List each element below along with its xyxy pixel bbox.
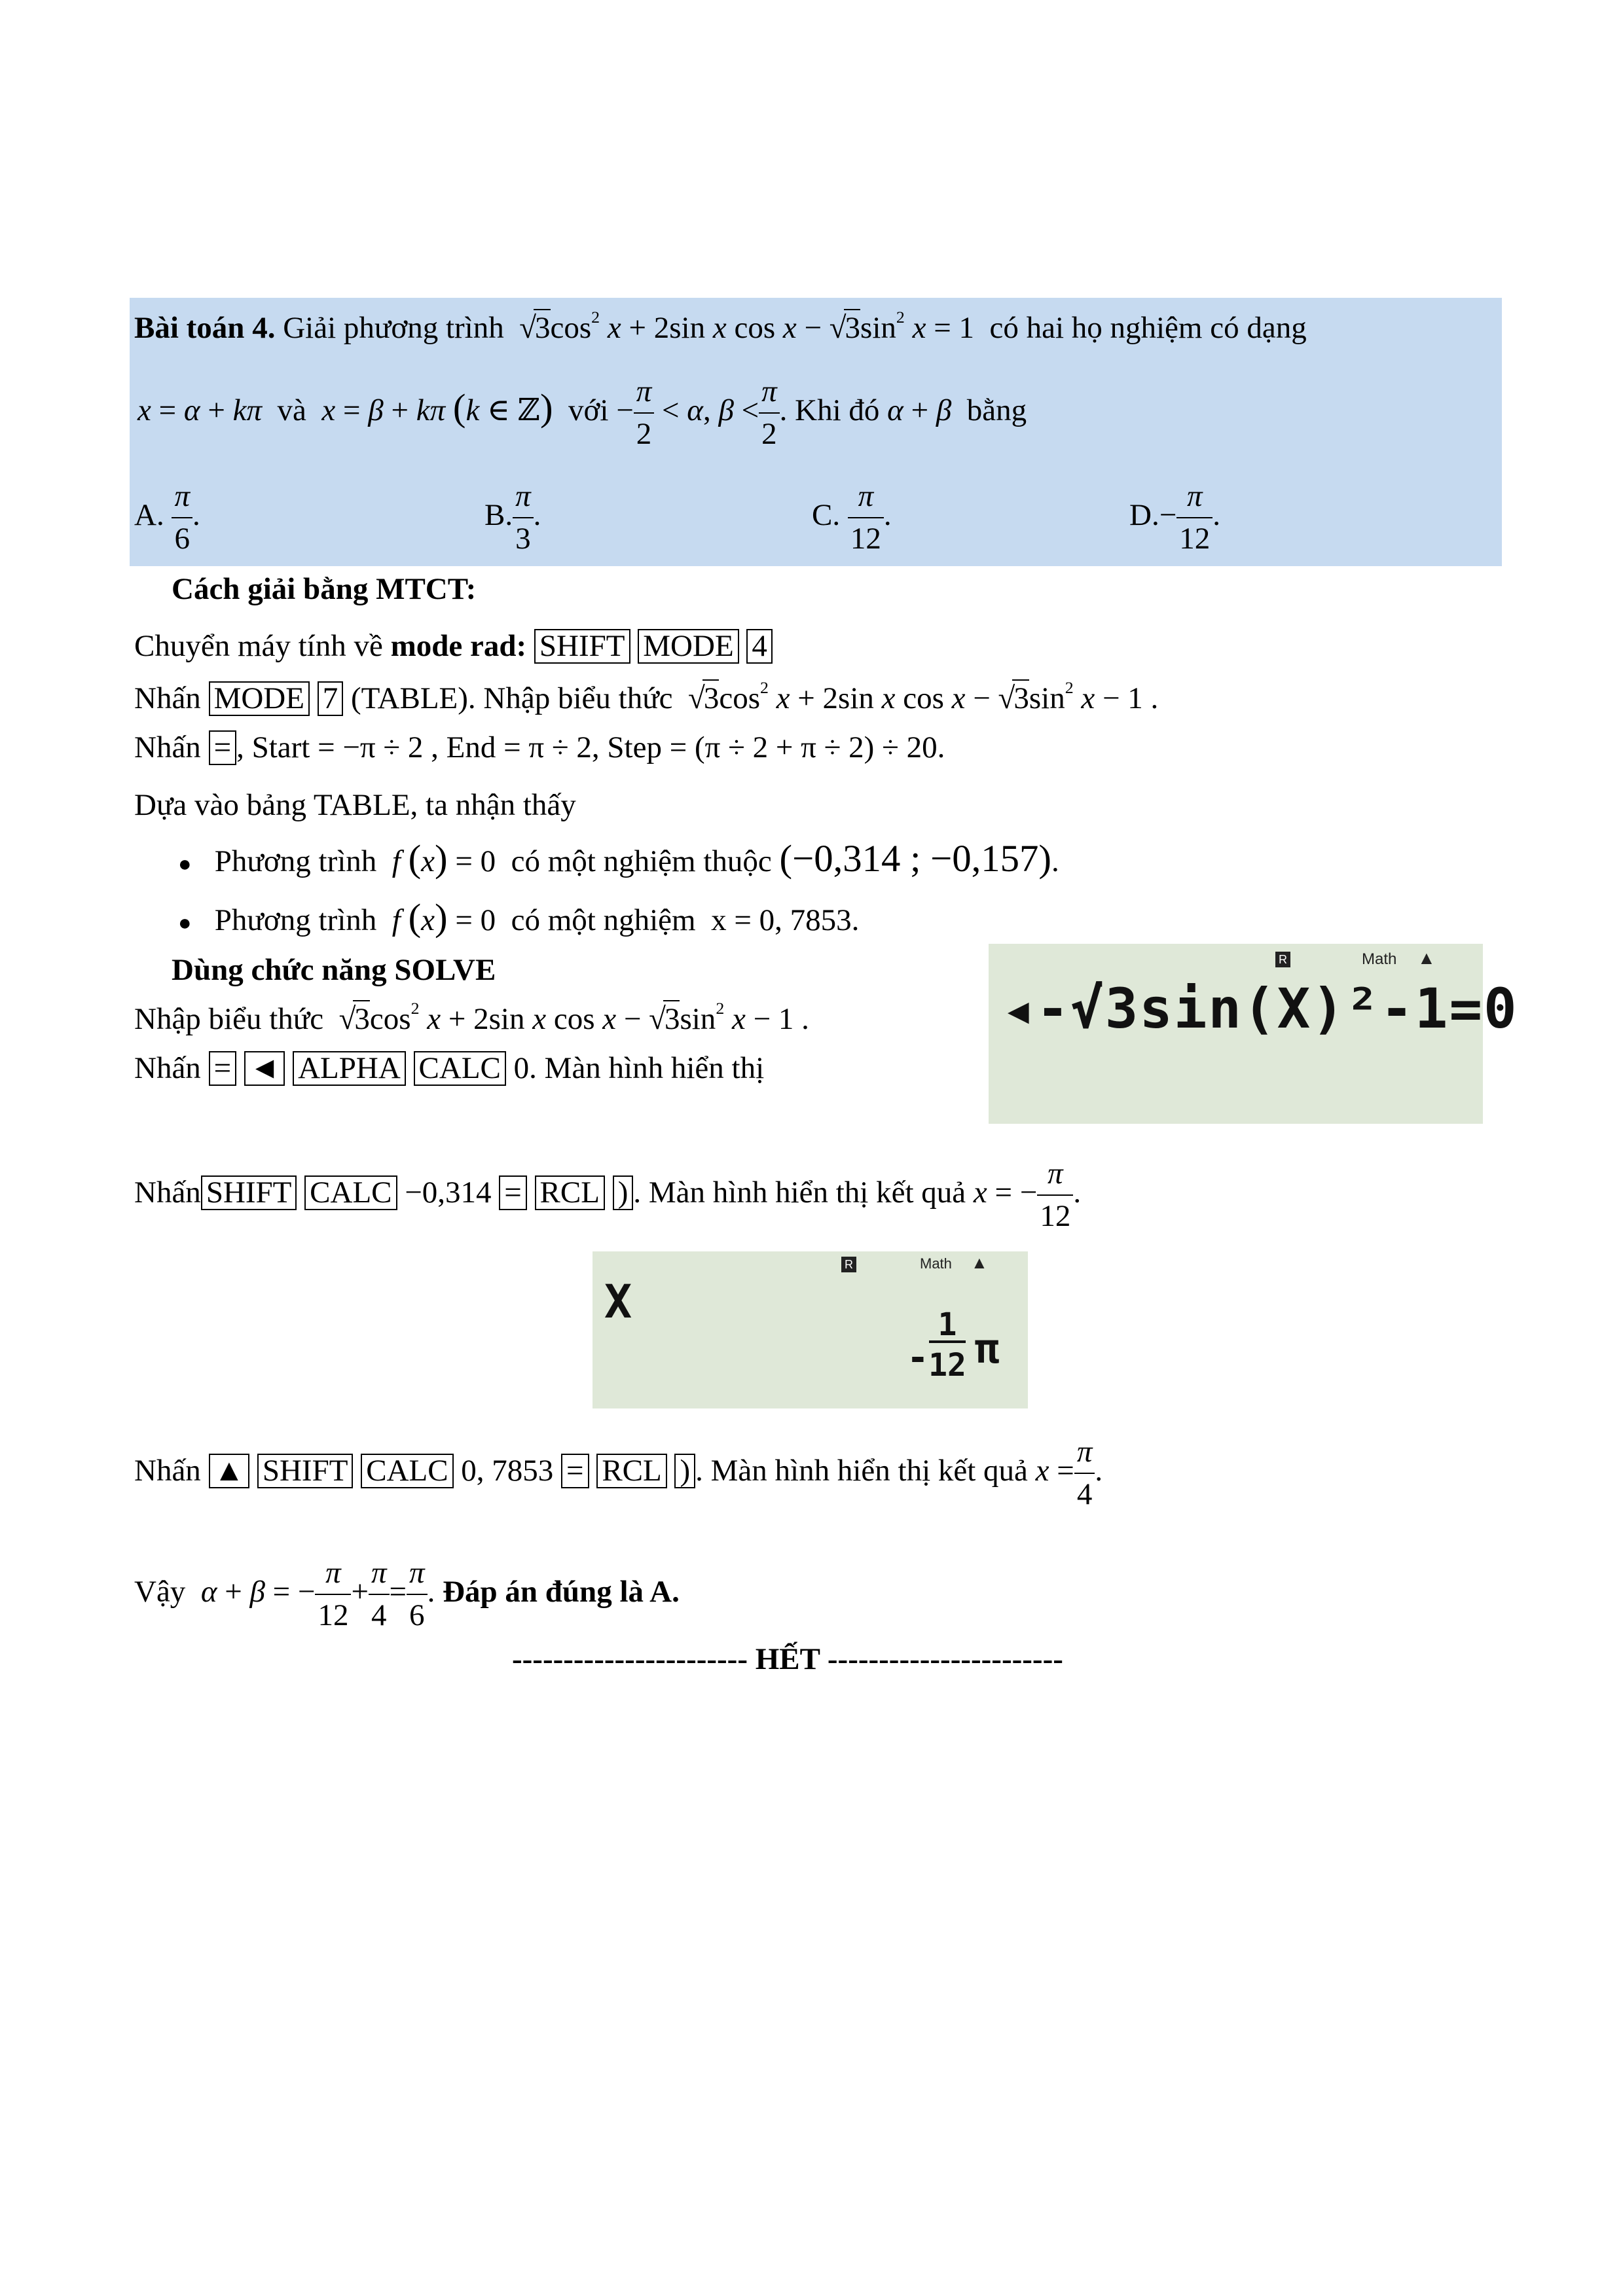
screen-2-pi: π [975, 1325, 1000, 1372]
option-a[interactable]: A. $\frac{\pi}{6}$ . [134, 479, 200, 556]
problem-line1-text: Giải phương trình [283, 311, 504, 345]
equals-text: bằng [966, 393, 1027, 427]
key-close-paren: ) [613, 1175, 634, 1210]
screen-1-display: ◂-√3sin(X)²-1=0 [1002, 977, 1518, 1041]
key-up: ▲ [209, 1454, 250, 1488]
up-arrow-indicator: ▲ [1417, 948, 1436, 968]
table-expression: $√3\cos^2$ x + 2sin x $\cos x - √3\sin^2$ x − 1 . [680, 677, 1159, 715]
step-shift-2: Nhấn ▲ SHIFT CALC 0, 7853 = RCL ) . Màn hình hiển thị kết quả x = $\frac{\pi}{4}$ . [134, 1435, 1103, 1511]
screen-2-denominator: 12 [928, 1347, 966, 1384]
step-rad: Chuyển máy tính về mode rad: SHIFT MODE 4 [134, 628, 773, 664]
problem-line-2: x = α + kπ và x = β + kπ (k ∈ ℤ) với − $\frac{\pi}{2}$ < α, β < $\frac{\pi}{2}$ . Khi đó α + β bằng [137, 374, 1027, 451]
radian-indicator: R [1275, 952, 1290, 967]
then-text: . Khi đó [779, 393, 880, 427]
step-range: Nhấn = , Start = −π ÷ 2 , End = π ÷ 2, Step = (π ÷ 2 + π ÷ 2) ÷ 20. [134, 730, 945, 764]
key-calc: CALC [304, 1175, 397, 1210]
end-line: ----------------------- HẾT ----------------------- [512, 1642, 1063, 1676]
calculator-screen-2 [593, 1251, 1028, 1408]
solve-expression: $√3\cos^2$ x + 2sin x $\cos x - √3\sin^2$ x − 1 . [331, 998, 809, 1036]
key-4: 4 [746, 629, 773, 664]
method-title: Cách giải bằng MTCT: [172, 572, 477, 606]
screen-2-sign: - [907, 1336, 929, 1379]
option-d[interactable]: D.− $\frac{\pi}{12}$ . [1129, 479, 1220, 556]
radian-indicator: R [841, 1257, 856, 1272]
math-indicator: Math [920, 1255, 952, 1272]
calculator-screen-1 [989, 944, 1518, 1124]
conclusion: Vậy α + β = − $\frac{\pi}{12}$ + $\frac{\pi}{4}$ = $\frac{\pi}{6}$ . Đáp án đúng là A. [134, 1556, 680, 1632]
key-shift: SHIFT [201, 1175, 297, 1210]
step-shift-1: Nhấn SHIFT CALC −0,314 = RCL ) . Màn hình hiển thị kết quả x = − $\frac{\pi}{12}$ . [134, 1157, 1082, 1233]
problem-line-1 [134, 309, 1307, 346]
key-shift: SHIFT [257, 1454, 354, 1488]
key-mode: MODE [638, 629, 739, 664]
key-left: ◄ [244, 1051, 285, 1086]
observe-text: Dựa vào bảng TABLE, ta nhận thấy [134, 788, 576, 822]
key-calc: CALC [361, 1454, 453, 1488]
and-text: và [277, 393, 306, 427]
solve-press: Nhấn = ◄ ALPHA CALC 0. Màn hình hiển thị [134, 1051, 765, 1085]
bullet-1: ● Phương trình f (x) = 0 có một nghiệm thuộc (−0,314 ; −0,157). [178, 837, 1059, 880]
solve-enter: Nhập biểu thức $√3\cos^2$ x + 2sin x $\cos x - √3\sin^2$ x − 1 . [134, 998, 809, 1036]
problem-equation: $√3\cos^2$ x + 2sin x $\cos x - √3\sin^2$ x = 1 [511, 307, 982, 345]
key-mode: MODE [209, 681, 310, 716]
up-arrow-indicator: ▲ [971, 1253, 988, 1272]
key-calc: CALC [414, 1051, 506, 1086]
option-c[interactable]: C. $\frac{\pi}{12}$ . [812, 479, 892, 556]
problem-heading: Bài toán 4. [134, 311, 276, 345]
problem-line1-tail: có hai họ nghiệm có dạng [989, 311, 1307, 345]
key-equals: = [209, 730, 237, 765]
math-indicator: Math [1362, 950, 1397, 968]
key-rcl: RCL [535, 1175, 605, 1210]
key-shift: SHIFT [534, 629, 630, 664]
key-alpha: ALPHA [293, 1051, 406, 1086]
screen-2-variable: X [604, 1275, 632, 1329]
key-7: 7 [318, 681, 344, 716]
solve-title: Dùng chức năng SOLVE [172, 953, 496, 987]
option-b[interactable]: B. $\frac{\pi}{3}$ . [484, 479, 541, 556]
key-rcl: RCL [596, 1454, 666, 1488]
bullet-2: ● Phương trình f (x) = 0 có một nghiệm x = 0, 7853. [178, 896, 860, 939]
step-table: Nhấn MODE 7 (TABLE). Nhập biểu thức $√3\cos^2$ x + 2sin x $\cos x - √3\sin^2$ x − 1 . [134, 677, 1159, 715]
with-text: với [568, 393, 609, 427]
key-equals: = [499, 1175, 527, 1210]
screen-2-numerator: 1 [929, 1309, 966, 1343]
key-close-paren: ) [674, 1454, 695, 1488]
key-equals: = [561, 1454, 589, 1488]
key-equals: = [209, 1051, 237, 1086]
